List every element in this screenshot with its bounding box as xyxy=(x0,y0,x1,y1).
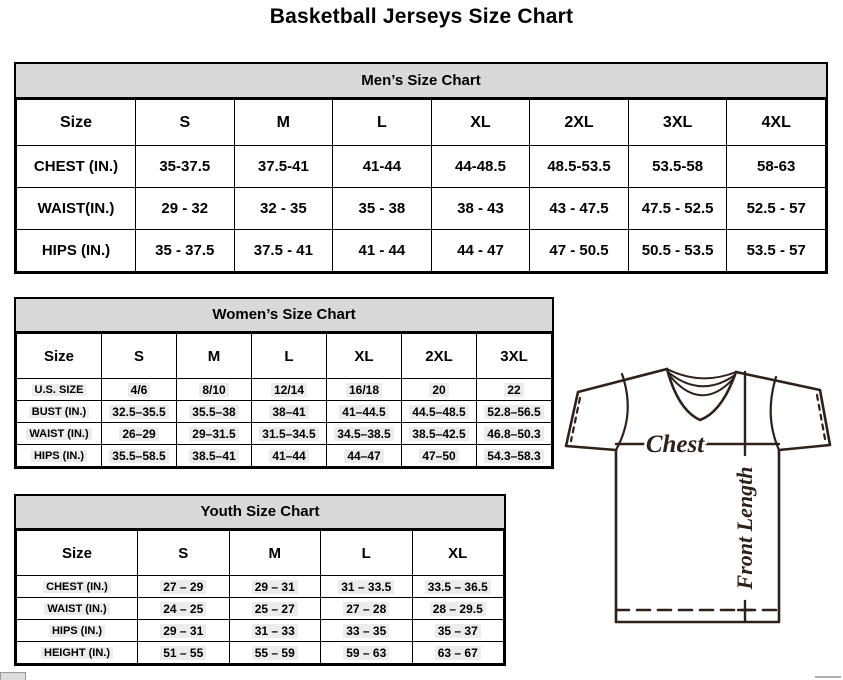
mens-size-chart-section xyxy=(14,62,828,274)
table-cell: 16/18 xyxy=(327,379,402,401)
table-row xyxy=(17,230,826,272)
table-cell: 29 – 31 xyxy=(138,620,230,642)
table-row xyxy=(17,146,826,188)
table-row xyxy=(17,620,504,642)
table-cell: 53.5-58 xyxy=(628,146,727,188)
table-cell: 41-44 xyxy=(333,146,432,188)
table-cell: 37.5-41 xyxy=(234,146,333,188)
table-cell: 46.8–50.3 xyxy=(477,423,552,445)
sleeve-seam-right-icon xyxy=(771,377,779,450)
table-row xyxy=(17,379,552,401)
table-cell: 52.8–56.5 xyxy=(477,401,552,423)
column-header: 2XL xyxy=(402,334,477,379)
column-header: S xyxy=(102,334,177,379)
table-cell: 47.5 - 52.5 xyxy=(628,188,727,230)
table-cell: 31 – 33.5 xyxy=(321,576,413,598)
sleeve-seam-left-icon xyxy=(616,374,628,450)
table-cell: 44 - 47 xyxy=(431,230,530,272)
table-cell: 38.5–41 xyxy=(177,445,252,467)
table-cell: 38 - 43 xyxy=(431,188,530,230)
youth-size-table xyxy=(16,530,504,664)
table-cell: 29 – 31 xyxy=(229,576,321,598)
partial-element-bottom-right xyxy=(815,676,841,678)
row-label: WAIST (IN.) xyxy=(17,423,102,445)
column-header: M xyxy=(177,334,252,379)
table-row xyxy=(17,642,504,664)
table-cell: 32.5–35.5 xyxy=(102,401,177,423)
mens-chart-title: Men’s Size Chart xyxy=(16,64,826,99)
column-header: XL xyxy=(431,100,530,146)
table-cell: 63 – 67 xyxy=(412,642,504,664)
table-cell: 31.5–34.5 xyxy=(252,423,327,445)
table-cell: 22 xyxy=(477,379,552,401)
row-label: WAIST (IN.) xyxy=(17,598,138,620)
table-cell: 4/6 xyxy=(102,379,177,401)
column-header: Size xyxy=(17,334,102,379)
table-cell: 31 – 33 xyxy=(229,620,321,642)
row-label: WAIST(IN.) xyxy=(17,188,136,230)
table-cell: 35 - 37.5 xyxy=(136,230,235,272)
table-row xyxy=(17,576,504,598)
column-header: 2XL xyxy=(530,100,629,146)
column-header: S xyxy=(136,100,235,146)
column-header: M xyxy=(229,531,321,576)
table-row xyxy=(17,445,552,467)
table-cell: 28 – 29.5 xyxy=(412,598,504,620)
table-cell: 35-37.5 xyxy=(136,146,235,188)
table-cell: 53.5 - 57 xyxy=(727,230,826,272)
womens-size-chart-section xyxy=(14,297,554,469)
row-label: U.S. SIZE xyxy=(17,379,102,401)
column-header: L xyxy=(333,100,432,146)
table-row xyxy=(17,401,552,423)
row-label: HEIGHT (IN.) xyxy=(17,642,138,664)
table-cell: 32 - 35 xyxy=(234,188,333,230)
table-cell: 29–31.5 xyxy=(177,423,252,445)
size-header-row xyxy=(17,531,504,576)
table-cell: 59 – 63 xyxy=(321,642,413,664)
size-header-row xyxy=(17,334,552,379)
table-cell: 43 - 47.5 xyxy=(530,188,629,230)
column-header: M xyxy=(234,100,333,146)
column-header: Size xyxy=(17,100,136,146)
table-cell: 50.5 - 53.5 xyxy=(628,230,727,272)
table-cell: 27 – 29 xyxy=(138,576,230,598)
table-cell: 52.5 - 57 xyxy=(727,188,826,230)
table-cell: 44.5–48.5 xyxy=(402,401,477,423)
table-cell: 47–50 xyxy=(402,445,477,467)
table-cell: 58-63 xyxy=(727,146,826,188)
youth-chart-title: Youth Size Chart xyxy=(16,496,504,530)
column-header: XL xyxy=(327,334,402,379)
row-label: HIPS (IN.) xyxy=(17,230,136,272)
table-cell: 35 – 37 xyxy=(412,620,504,642)
table-cell: 47 - 50.5 xyxy=(530,230,629,272)
table-cell: 12/14 xyxy=(252,379,327,401)
row-label: HIPS (IN.) xyxy=(17,620,138,642)
table-row xyxy=(17,423,552,445)
table-cell: 44–47 xyxy=(327,445,402,467)
column-header: 3XL xyxy=(628,100,727,146)
table-cell: 27 – 28 xyxy=(321,598,413,620)
jersey-outline-icon xyxy=(566,369,830,622)
table-cell: 33.5 – 36.5 xyxy=(412,576,504,598)
table-cell: 8/10 xyxy=(177,379,252,401)
table-cell: 33 – 35 xyxy=(321,620,413,642)
table-cell: 35.5–58.5 xyxy=(102,445,177,467)
table-cell: 38–41 xyxy=(252,401,327,423)
table-cell: 37.5 - 41 xyxy=(234,230,333,272)
size-header-row xyxy=(17,100,826,146)
mens-size-table xyxy=(16,99,826,272)
table-cell: 48.5-53.5 xyxy=(530,146,629,188)
table-cell: 24 – 25 xyxy=(138,598,230,620)
front-length-label: Front Length xyxy=(732,466,757,590)
column-header: S xyxy=(138,531,230,576)
column-header: L xyxy=(321,531,413,576)
column-header: 3XL xyxy=(477,334,552,379)
table-cell: 26–29 xyxy=(102,423,177,445)
chest-label: Chest xyxy=(645,431,705,458)
row-label: CHEST (IN.) xyxy=(17,576,138,598)
table-row xyxy=(17,188,826,230)
table-cell: 35.5–38 xyxy=(177,401,252,423)
table-cell: 29 - 32 xyxy=(136,188,235,230)
column-header: L xyxy=(252,334,327,379)
jersey-measurement-diagram xyxy=(558,358,843,636)
table-cell: 41 - 44 xyxy=(333,230,432,272)
column-header: 4XL xyxy=(727,100,826,146)
page-title: Basketball Jerseys Size Chart xyxy=(269,5,574,28)
table-row xyxy=(17,598,504,620)
table-cell: 20 xyxy=(402,379,477,401)
table-cell: 51 – 55 xyxy=(138,642,230,664)
table-cell: 34.5–38.5 xyxy=(327,423,402,445)
table-cell: 25 – 27 xyxy=(229,598,321,620)
column-header: Size xyxy=(17,531,138,576)
table-cell: 54.3–58.3 xyxy=(477,445,552,467)
row-label: BUST (IN.) xyxy=(17,401,102,423)
column-header: XL xyxy=(412,531,504,576)
womens-chart-title: Women’s Size Chart xyxy=(16,299,552,333)
row-label: HIPS (IN.) xyxy=(17,445,102,467)
table-cell: 41–44.5 xyxy=(327,401,402,423)
table-cell: 35 - 38 xyxy=(333,188,432,230)
table-cell: 44-48.5 xyxy=(431,146,530,188)
table-cell: 38.5–42.5 xyxy=(402,423,477,445)
womens-size-table xyxy=(16,333,552,467)
collar-band-icon xyxy=(667,369,736,395)
table-cell: 55 – 59 xyxy=(229,642,321,664)
table-cell: 41–44 xyxy=(252,445,327,467)
youth-size-chart-section xyxy=(14,494,506,666)
row-label: CHEST (IN.) xyxy=(17,146,136,188)
